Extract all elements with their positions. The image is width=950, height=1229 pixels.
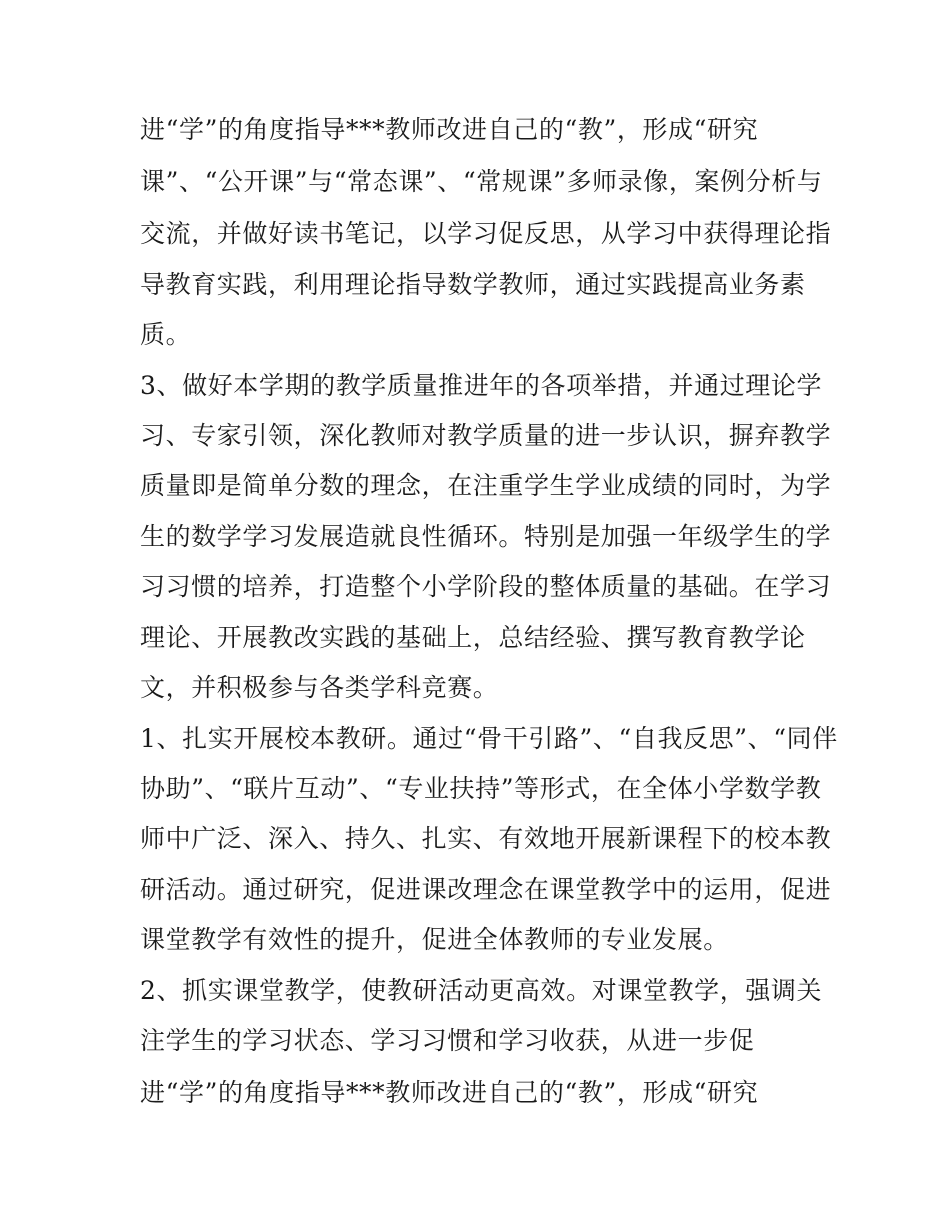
text-line: 质量即是简单分数的理念，在注重学生学业成绩的同时，为学 bbox=[140, 471, 832, 500]
text-line: 协助”、“联片互动”、“专业扶持”等形式，在全体小学数学教 bbox=[140, 774, 822, 803]
text-line: 师中广泛、深入、持久、扎实、有效地开展新课程下的校本教 bbox=[140, 824, 832, 853]
text-line: 质。 bbox=[140, 320, 192, 349]
text-line: 习习惯的培养，打造整个小学阶段的整体质量的基础。在学习 bbox=[140, 572, 832, 601]
text-line: 进“学”的角度指导***教师改进自己的“教”，形成“研究 bbox=[140, 115, 759, 144]
text-line: 课”、“公开课”与“常态课”、“常规课”多师录像，案例分析与 bbox=[140, 167, 823, 196]
text-line: 3、做好本学期的教学质量推进年的各项举措，并通过理论学 bbox=[140, 371, 823, 400]
text-line: 课堂教学有效性的提升，促进全体教师的专业发展。 bbox=[140, 925, 729, 954]
text-line: 2、抓实课堂教学，使教研活动更高效。对课堂教学，强调关 bbox=[140, 976, 823, 1005]
text-line: 文，并积极参与各类学科竞赛。 bbox=[140, 673, 499, 702]
text-line: 生的数学学习发展造就良性循环。特别是加强一年级学生的学 bbox=[140, 522, 832, 551]
text-line: 习、专家引领，深化教师对教学质量的进一步认识，摒弃教学 bbox=[140, 421, 832, 450]
text-line: 导教育实践，利用理论指导数学教师，通过实践提高业务素 bbox=[140, 270, 806, 299]
text-line: 理论、开展教改实践的基础上，总结经验、撰写教育教学论 bbox=[140, 623, 806, 652]
text-line: 注学生的学习状态、学习习惯和学习收获，从进一步促 bbox=[140, 1026, 755, 1055]
text-line: 交流，并做好读书笔记，以学习促反思，从学习中获得理论指 bbox=[140, 219, 832, 248]
text-line: 进“学”的角度指导***教师改进自己的“教”，形成“研究 bbox=[140, 1078, 759, 1107]
text-line: 1、扎实开展校本教研。通过“骨干引路”、“自我反思”、“同伴 bbox=[140, 724, 838, 753]
text-line: 研活动。通过研究，促进课改理念在课堂教学中的运用，促进 bbox=[140, 875, 832, 904]
